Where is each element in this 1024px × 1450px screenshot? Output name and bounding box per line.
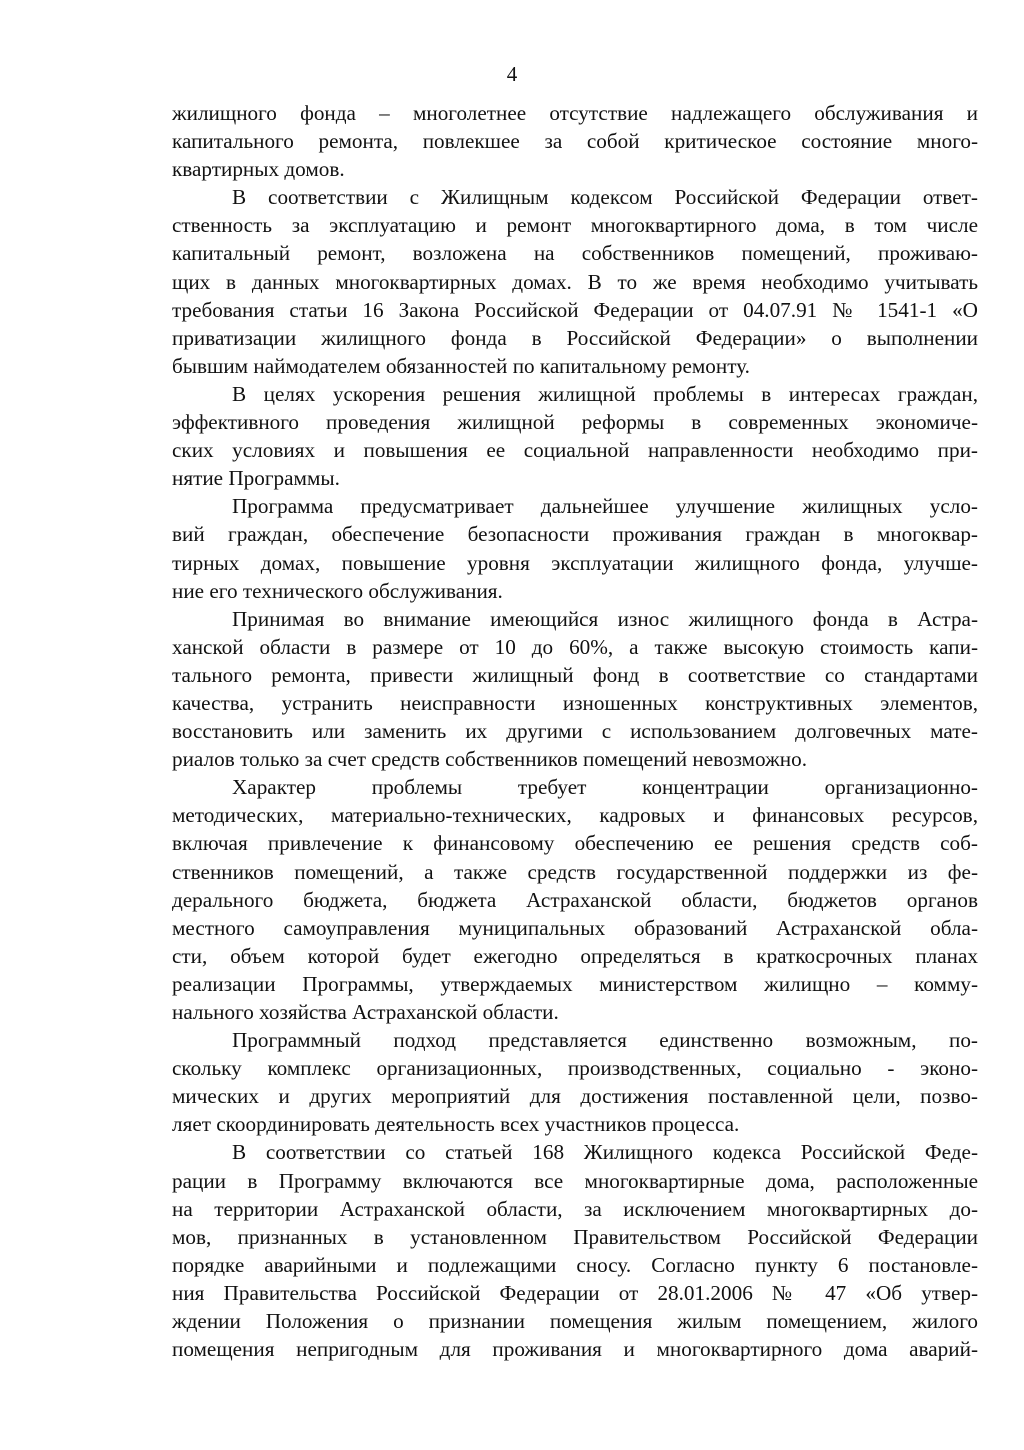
text-line: скольку комплекс организационных, производственных, социально - эконо- xyxy=(172,1056,978,1081)
text-line: восстановить или заменить их другими с использованием долговечных мате- xyxy=(172,719,978,744)
text-line: ских условиях и повышения ее социальной направленности необходимо при- xyxy=(172,438,978,463)
text-line: Характер проблемы требует концентрации организационно- xyxy=(232,775,978,800)
text-line: В соответствии с Жилищным кодексом Российской Федерации ответ- xyxy=(232,185,978,210)
text-line: приватизации жилищного фонда в Российской Федерации» о выполнении xyxy=(172,325,978,350)
text-line: В целях ускорения решения жилищной проблемы в интересах граждан, xyxy=(232,381,978,406)
text-line: ственность за эксплуатацию и ремонт многоквартирного дома, в том числе xyxy=(172,213,978,238)
text-line: местного самоуправления муниципальных образований Астраханской обла- xyxy=(172,915,978,940)
text-line: капитальный ремонт, возложена на собственников помещений, проживаю- xyxy=(172,241,978,266)
text-line: требования статьи 16 Закона Российской Федерации от 04.07.91 № 1541-1 «О xyxy=(172,297,978,322)
text-line: мов, признанных в установленном Правительством Российской Федерации xyxy=(172,1224,978,1249)
paragraph xyxy=(172,1138,978,1363)
text-line: Программный подход представляется единственно возможным, по- xyxy=(232,1028,978,1053)
text-line: ждении Положения о признании помещения жилым помещением, жилого xyxy=(172,1309,978,1334)
text-line: на территории Астраханской области, за исключением многоквартирных до- xyxy=(172,1196,978,1221)
text-line: мических и других мероприятий для достижения поставленной цели, позво- xyxy=(172,1084,978,1109)
paragraph xyxy=(172,605,978,774)
text-line: включая привлечение к финансовому обеспечению ее решения средств соб- xyxy=(172,831,978,856)
paragraph xyxy=(172,99,978,183)
text-line: жилищного фонда – многолетнее отсутствие надлежащего обслуживания и xyxy=(172,101,978,125)
text-line: ния Правительства Российской Федерации от 28.01.2006 № 47 «Об утвер- xyxy=(172,1280,978,1305)
text-line: щих в данных многоквартирных домах. В то же время необходимо учитывать xyxy=(172,269,978,294)
text-line: качества, устранить неисправности изношенных конструктивных элементов, xyxy=(172,690,978,715)
text-line: помещения непригодным для проживания и многоквартирного дома аварий- xyxy=(172,1337,978,1362)
text-line: тального ремонта, привести жилищный фонд в соответствие со стандартами xyxy=(172,662,978,687)
paragraph xyxy=(172,1026,978,1138)
text-line: квартирных домов. xyxy=(172,157,345,182)
text-line: ственников помещений, а также средств государственной поддержки из фе- xyxy=(172,859,978,884)
text-line: Принимая во внимание имеющийся износ жилищного фонда в Астра- xyxy=(232,606,978,631)
text-line: нального хозяйства Астраханской области. xyxy=(172,1000,559,1024)
paragraph xyxy=(172,492,978,604)
text-line: реализации Программы, утверждаемых министерством жилищно – комму- xyxy=(172,971,978,996)
paragraph xyxy=(172,183,978,380)
text-line: риалов только за счет средств собственников помещений невозможно. xyxy=(172,747,807,772)
text-line: нятие Программы. xyxy=(172,466,340,491)
text-line: эффективного проведения жилищной реформы в современных экономиче- xyxy=(172,410,978,435)
body-text xyxy=(172,99,978,1363)
text-line: ние его технического обслуживания. xyxy=(172,578,503,603)
paragraph xyxy=(172,380,978,492)
text-line: В соответствии со статьей 168 Жилищного кодекса Российской Феде- xyxy=(232,1140,978,1165)
paragraph xyxy=(172,773,978,1026)
text-line: рации в Программу включаются все многоквартирные дома, расположенные xyxy=(172,1168,978,1193)
text-line: ханской области в размере от 10 до 60%, а также высокую стоимость капи- xyxy=(172,634,978,659)
text-line: тирных домах, повышение уровня эксплуатации жилищного фонда, улучше- xyxy=(172,550,978,575)
text-line: ляет скоординировать деятельность всех участников процесса. xyxy=(172,1112,740,1137)
text-line: Программа предусматривает дальнейшее улучшение жилищных усло- xyxy=(232,494,978,519)
text-line: порядке аварийными и подлежащими сносу. Согласно пункту 6 постановле- xyxy=(172,1252,978,1277)
text-line: дерального бюджета, бюджета Астраханской области, бюджетов органов xyxy=(172,887,978,912)
text-line: сти, объем которой будет ежегодно определяться в краткосрочных планах xyxy=(172,943,978,968)
text-line: капитального ремонта, повлекшее за собой критическое состояние много- xyxy=(172,129,978,154)
text-line: методических, материально-технических, кадровых и финансовых ресурсов, xyxy=(172,803,978,828)
text-line: вий граждан, обеспечение безопасности проживания граждан в многоквар- xyxy=(172,522,978,547)
text-line: бывшим наймодателем обязанностей по капитальному ремонту. xyxy=(172,353,750,378)
page-number: 4 xyxy=(506,62,518,86)
